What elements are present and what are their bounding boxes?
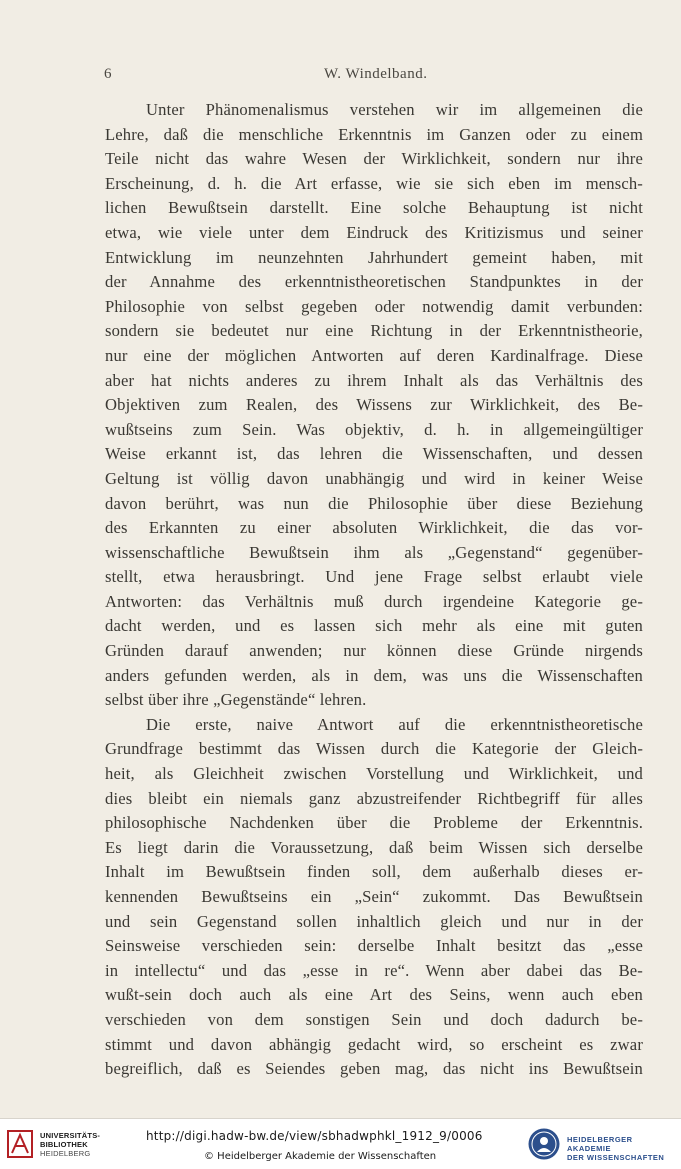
text-line: Erscheinung, d. h. die Art erfasse, wie sie sich eben im mensch- <box>105 173 643 193</box>
text-line: etwa, wie viele unter dem Eindruck des Kritizismus und seiner <box>105 222 643 242</box>
text-line: Gründen darauf anwenden; nur können diese Gründe nirgends <box>105 641 643 661</box>
text-line: lichen Bewußtsein darstellt. Eine solche Behauptung ist nicht <box>105 198 643 218</box>
text-line: heit, als Gleichheit zwischen Vorstellung und Wirklichkeit, und <box>105 764 643 784</box>
running-title: W. Windelband. <box>324 66 428 82</box>
permalink-url[interactable]: http://digi.hadw-bw.de/view/sbhadwphkl_1912_9/0006 <box>146 1129 483 1143</box>
text-line: begreiflich, daß es Seiendes geben mag, das nicht ins Bewußtsein <box>105 1059 643 1079</box>
text-line: der Annahme des erkenntnistheoretischen Standpunktes in der <box>105 272 643 292</box>
text-line: philosophische Nachdenken über die Probleme der Erkenntnis. <box>105 813 643 833</box>
text-line: wissenschaftliche Bewußtsein ihm als „Gegenstand“ gegenüber- <box>105 542 643 562</box>
text-line: stimmt und davon abhängig gedacht wird, so erscheint es zwar <box>105 1034 643 1054</box>
text-line: nur eine der möglichen Antworten auf deren Kardinalfrage. Diese <box>105 345 643 365</box>
text-line: Grundfrage bestimmt das Wissen durch die Kategorie der Gleich- <box>105 739 643 759</box>
text-line: Antworten: das Verhältnis muß durch irgendeine Kategorie ge- <box>105 591 643 611</box>
text-line: verschieden von dem sonstigen Sein und doch dadurch be- <box>105 1009 643 1029</box>
library-name <box>40 1131 100 1158</box>
text-line: selbst über ihre „Gegenstände“ lehren. <box>105 690 367 710</box>
text-line: Entwicklung im neunzehnten Jahrhundert gemeint haben, mit <box>105 247 643 267</box>
text-line: Lehre, daß die menschliche Erkenntnis im Ganzen oder zu einem <box>105 124 643 144</box>
library-name-line: UNIVERSITÄTS- <box>40 1131 101 1140</box>
academy-name-line: HEIDELBERGER AKADEMIE <box>567 1135 633 1153</box>
text-line: Unter Phänomenalismus verstehen wir im allgemeinen die <box>146 100 643 119</box>
library-name-line: HEIDELBERG <box>40 1149 91 1158</box>
body-text <box>105 98 643 1082</box>
text-line: wußtseins zum Sein. Was objektiv, d. h. in allgemeingültiger <box>105 419 643 439</box>
running-head <box>104 66 644 88</box>
text-line: und sein Gegenstand sollen inhaltlich gleich und nur in der <box>105 911 643 931</box>
text-line: Die erste, naive Antwort auf die erkenntnistheoretische <box>146 714 643 734</box>
text-line: Es liegt darin die Voraussetzung, daß beim Wissen sich derselbe <box>105 837 643 857</box>
text-line: dies bleibt ein niemals ganz abzustreifender Richtbegriff für alles <box>105 788 643 808</box>
text-line: dacht werden, und es lassen sich mehr als eine mit guten <box>105 616 643 636</box>
academy-name <box>567 1135 677 1162</box>
text-line: Inhalt im Bewußtsein finden soll, dem außerhalb dieses er- <box>105 862 643 882</box>
text-line: in intellectu“ und das „esse in re“. Wenn aber dabei das Be- <box>105 960 643 980</box>
text-line: des Erkannten zu einer absoluten Wirklichkeit, die das vor- <box>105 518 643 538</box>
viewer-footer <box>0 1118 681 1169</box>
text-line: anders gefunden werden, als in dem, was uns die Wissenschaften <box>105 665 643 685</box>
text-line: davon berührt, was nun die Philosophie über diese Beziehung <box>105 493 643 513</box>
text-line: wußt-sein doch auch als eine Art des Seins, wenn auch eben <box>105 985 643 1005</box>
library-crest-icon <box>6 1129 34 1159</box>
university-library-logo[interactable] <box>6 1127 136 1163</box>
text-line: kennenden Bewußtseins ein „Sein“ zukommt. Das Bewußtsein <box>105 887 643 906</box>
text-line: sondern sie bedeutet nur eine Richtung in der Erkenntnistheorie, <box>105 321 643 341</box>
text-line: aber hat nichts anderes zu ihrem Inhalt als das Verhältnis des <box>105 370 643 390</box>
library-name-line: BIBLIOTHEK <box>40 1140 88 1149</box>
text-line: stellt, etwa herausbringt. Und jene Frage selbst erlaubt viele <box>105 567 643 587</box>
academy-seal-icon <box>527 1127 561 1161</box>
text-line: Objektiven zum Realen, des Wissens zur Wirklichkeit, des Be- <box>105 395 643 415</box>
text-line: Teile nicht das wahre Wesen der Wirklichkeit, sondern nur ihre <box>105 149 643 169</box>
text-line: Seinsweise verschieden sein: derselbe Inhalt besitzt das „esse <box>105 936 643 956</box>
academy-logo[interactable] <box>527 1125 677 1165</box>
text-line: Weise erkannt ist, das lehren die Wissenschaften, und dessen <box>105 444 643 464</box>
page-number: 6 <box>104 66 112 82</box>
text-line: Geltung ist völlig davon unabhängig und wird in keiner Weise <box>105 468 643 488</box>
text-line: Philosophie von selbst gegeben oder notwendig damit verbunden: <box>105 296 643 316</box>
academy-name-line: DER WISSENSCHAFTEN <box>567 1153 665 1162</box>
copyright-notice: © Heidelberger Akademie der Wissenschaften <box>204 1151 437 1162</box>
